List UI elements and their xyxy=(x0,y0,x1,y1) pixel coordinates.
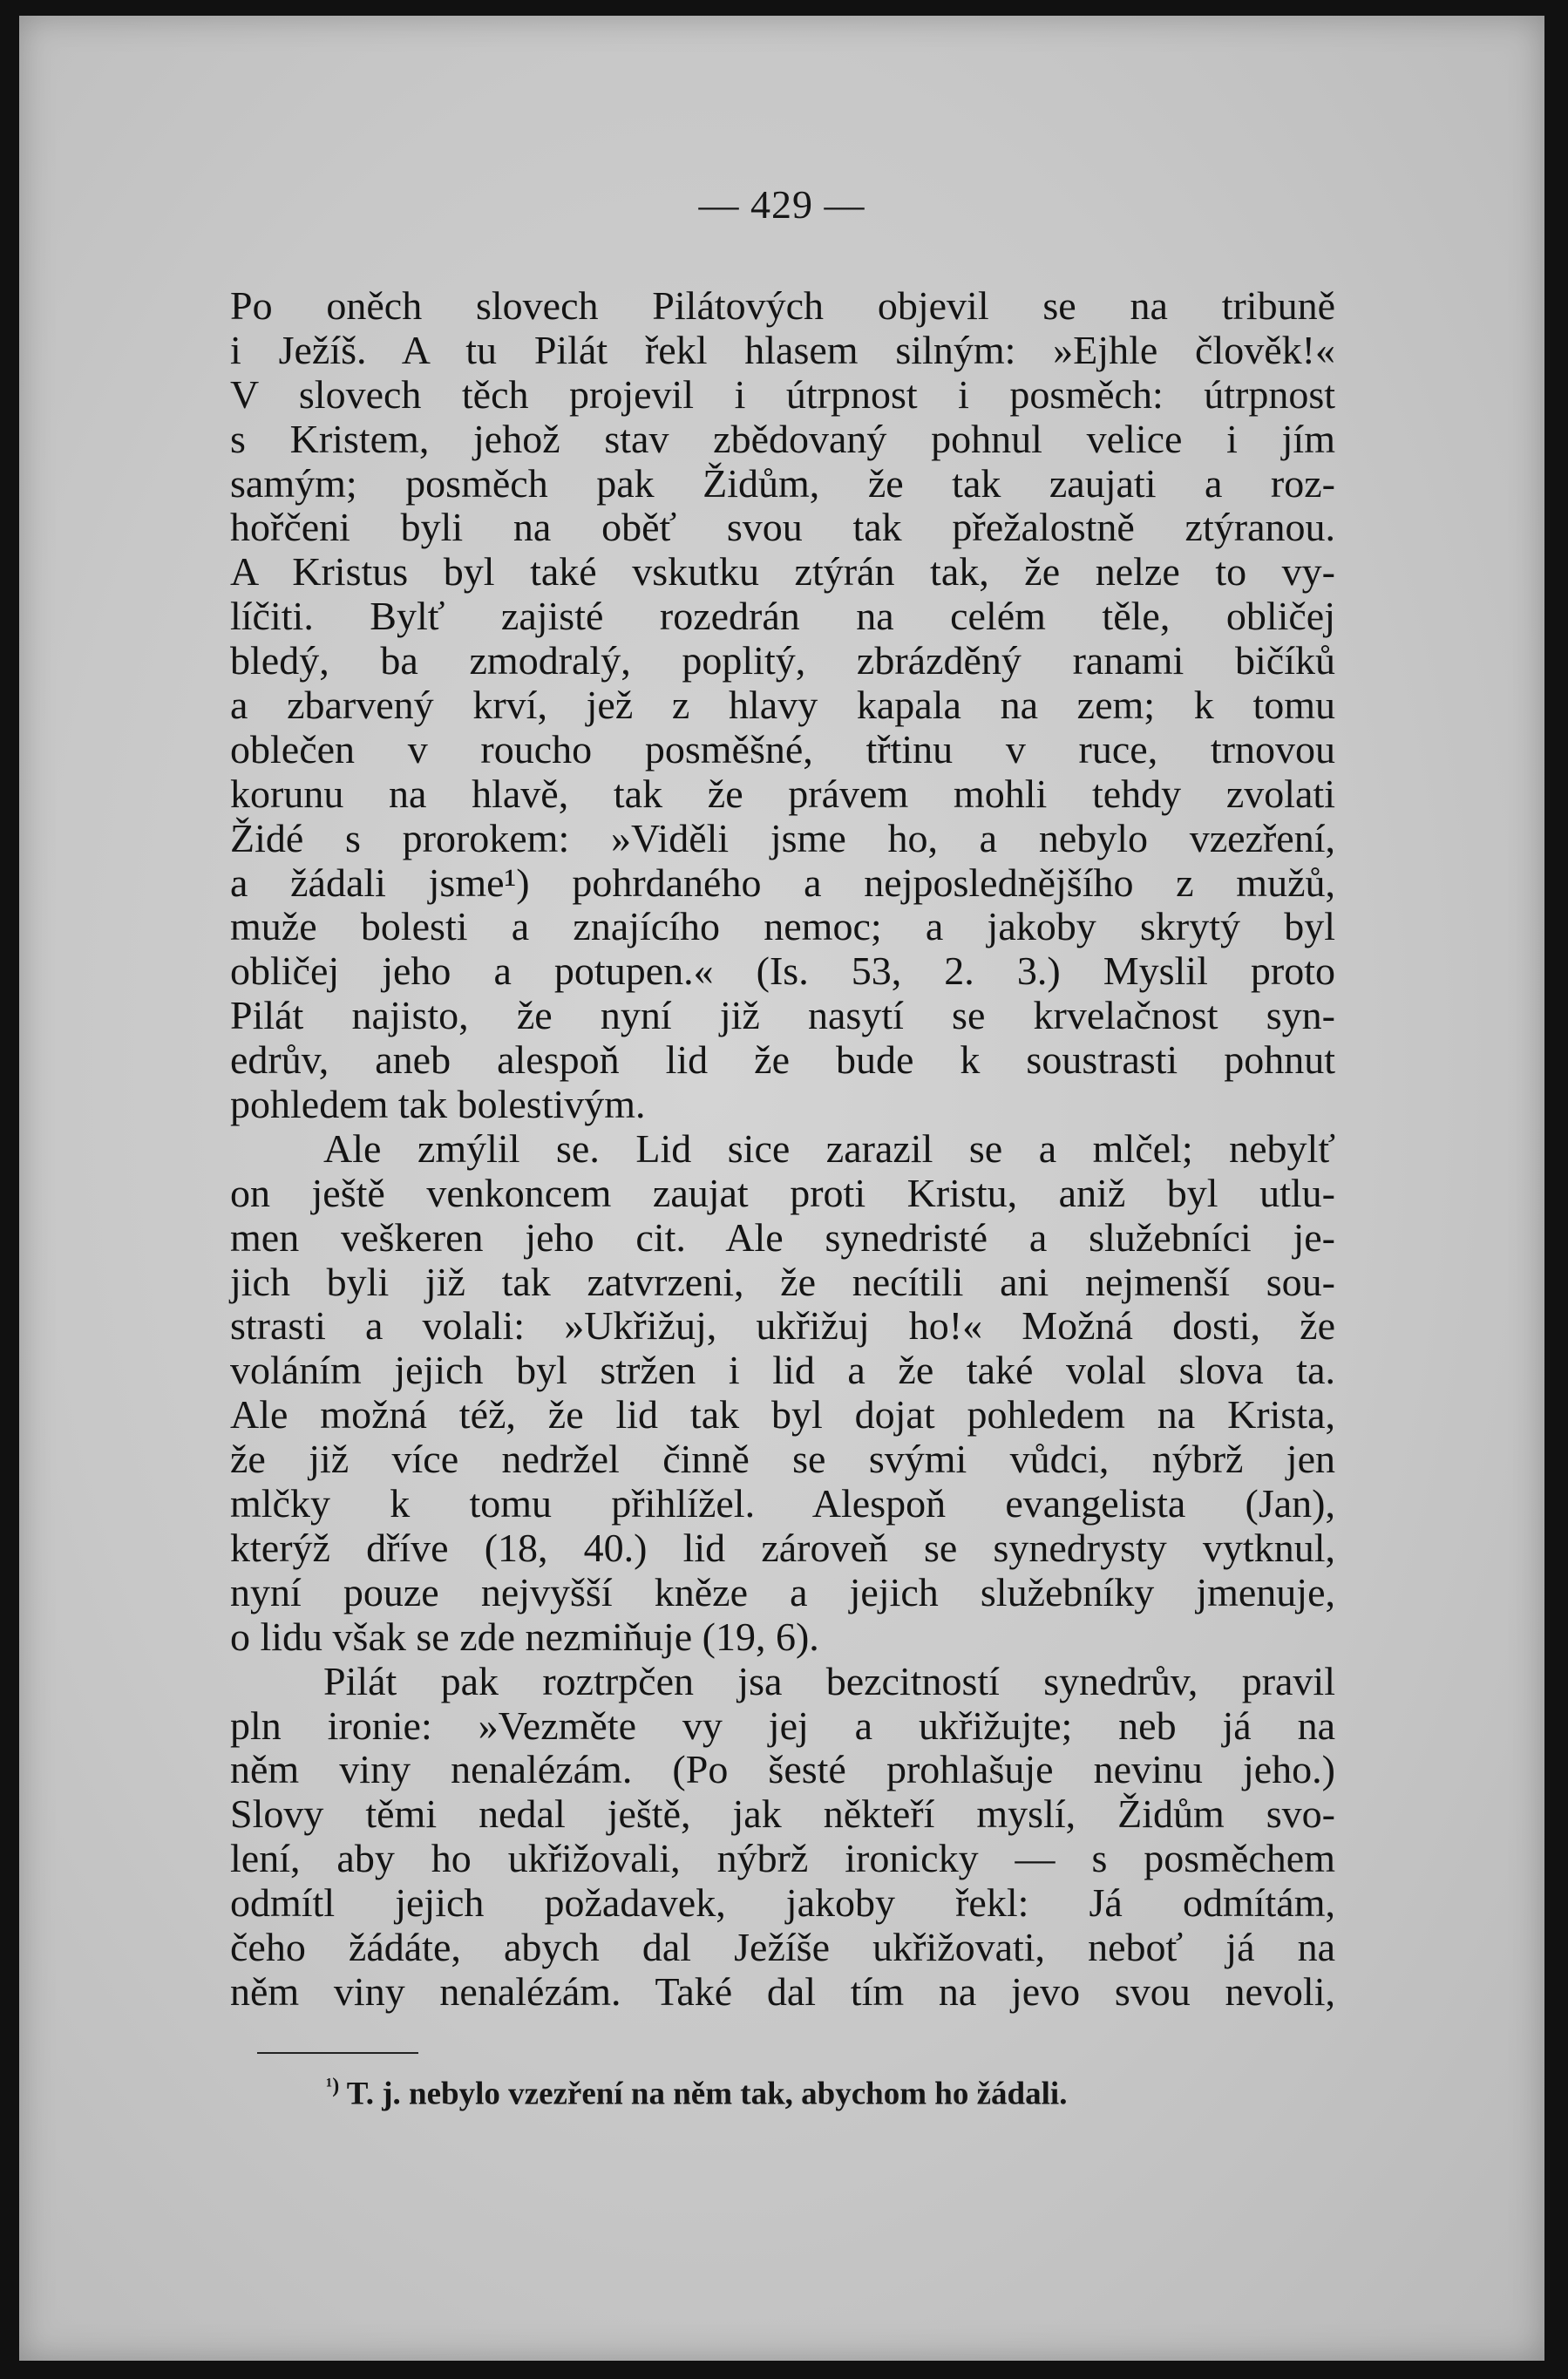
text-line: jich byli již tak zatvrzeni, že necítili ani nejmenší sou- xyxy=(230,1259,1335,1304)
text-line: muže bolesti a znajícího nemoc; a jakoby skrytý byl xyxy=(230,904,1335,949)
text-line: strasti a volali: »Ukřižuj, ukřižuj ho!« Možná dosti, že xyxy=(230,1303,1335,1349)
text-line: Pilát pak roztrpčen jsa bezcitností synedrův, pravil xyxy=(323,1658,1335,1703)
text-line: voláním jejich byl stržen i lid a že také volal slova ta. xyxy=(230,1348,1335,1393)
footnote-divider xyxy=(257,2052,418,2054)
text-line: obličej jeho a potupen.« (Is. 53, 2. 3.) Myslil proto xyxy=(230,948,1335,994)
text-line: Ale možná též, že lid tak byl dojat pohledem na Krista, xyxy=(230,1392,1335,1438)
text-line: nyní pouze nejvyšší kněze a jejich služebníky jmenuje, xyxy=(230,1569,1335,1614)
text-line: a zbarvený krví, jež z hlavy kapala na zem; k tomu xyxy=(230,683,1335,728)
text-line: samým; posměch pak Židům, že tak zaujati a roz- xyxy=(230,460,1335,506)
text-line: odmítl jejich požadavek, jakoby řekl: Já odmítám, xyxy=(230,1880,1335,1926)
text-line: hořčeni byli na oběť svou tak přežalostně ztýranou. xyxy=(230,505,1335,550)
text-line: Slovy těmi nedal ještě, jak někteří myslí, Židům svo- xyxy=(230,1791,1335,1837)
text-line: korunu na hlavě, tak že právem mohli tehdy zvolati xyxy=(230,771,1335,816)
text-line: A Kristus byl také vskutku ztýrán tak, že nelze to vy- xyxy=(230,549,1335,595)
text-line: Ale zmýlil se. Lid sice zarazil se a mlčel; nebylť xyxy=(323,1125,1335,1171)
page-number: — 429 — xyxy=(698,182,865,227)
text-line: čeho žádáte, abych dal Ježíše ukřižovati, neboť já na xyxy=(230,1924,1335,1969)
text-line: a žádali jsme¹) pohrdaného a nejposlednějšího z mužů, xyxy=(230,860,1335,905)
footnote-text: T. j. nebylo vzezření na něm tak, abychom ho žádali. xyxy=(346,2076,1068,2112)
text-line: že již více nedržel činně se svými vůdci, nýbrž jen xyxy=(230,1437,1335,1482)
text-line: men veškeren jeho cit. Ale synedristé a služebníci je- xyxy=(230,1214,1335,1260)
footnote-marker: ¹) xyxy=(326,2075,340,2097)
text-line: oblečen v roucho posměšné, třtinu v ruce, trnovou xyxy=(230,726,1335,771)
text-line: on ještě venkoncem zaujat proti Kristu, aniž byl utlu- xyxy=(230,1170,1335,1215)
book-page xyxy=(19,16,1544,2361)
body-text xyxy=(230,284,1335,2015)
text-line: kterýž dříve (18, 40.) lid zároveň se synedrysty vytknul, xyxy=(230,1525,1335,1570)
text-line: Židé s prorokem: »Viděli jsme ho, a nebylo vzezření, xyxy=(230,815,1335,860)
text-line: něm viny nenalézám. (Po šesté prohlašuje nevinu jeho.) xyxy=(230,1747,1335,1792)
text-line: Pilát najisto, že nyní již nasytí se krvelačnost syn- xyxy=(230,993,1335,1038)
text-line: V slovech těch projevil i útrpnost i posměch: útrpnost xyxy=(230,371,1335,417)
text-line: s Kristem, jehož stav zbědovaný pohnul velice i jím xyxy=(230,416,1335,461)
text-line: líčiti. Bylť zajisté rozedrán na celém těle, obličej xyxy=(230,594,1335,639)
text-line: pohledem tak bolestivým. xyxy=(230,1082,646,1127)
text-line: Po oněch slovech Pilátových objevil se na tribuně xyxy=(230,283,1335,328)
text-line: lení, aby ho ukřižovali, nýbrž ironicky — s posměchem xyxy=(230,1836,1335,1881)
footnote xyxy=(326,2075,1067,2112)
text-line: mlčky k tomu přihlížel. Alespoň evangelista (Jan), xyxy=(230,1481,1335,1526)
text-line: bledý, ba zmodralý, poplitý, zbrázděný ranami bičíků xyxy=(230,638,1335,683)
text-line: edrův, aneb alespoň lid že bude k soustrasti pohnut xyxy=(230,1037,1335,1083)
text-line: pln ironie: »Vezměte vy jej a ukřižujte; neb já na xyxy=(230,1703,1335,1748)
text-line: něm viny nenalézám. Také dal tím na jevo svou nevoli, xyxy=(230,1968,1335,2014)
text-line: i Ježíš. A tu Pilát řekl hlasem silným: »Ejhle člověk!« xyxy=(230,327,1335,372)
text-line: o lidu však se zde nezmiňuje (19, 6). xyxy=(230,1614,819,1659)
